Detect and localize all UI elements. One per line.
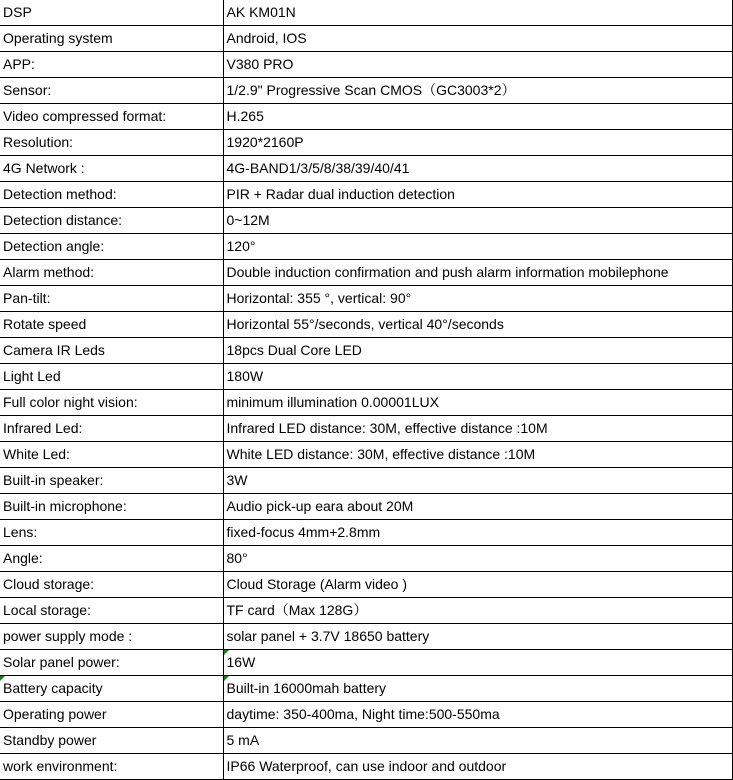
spec-row [0,676,732,702]
spec-row [0,416,732,442]
spec-row [0,130,732,156]
spec-row [0,52,732,78]
spec-label: Angle: [0,546,223,572]
spec-row [0,156,732,182]
spec-label: Infrared Led: [0,416,223,442]
spec-row [0,442,732,468]
spec-value: AK KM01N [223,0,732,26]
spec-label: work environment: [0,754,223,780]
spec-value: Horizontal 55°/seconds, vertical 40°/seconds [223,312,732,338]
spec-value: White LED distance: 30M, effective distance :10M [223,442,732,468]
spec-row [0,546,732,572]
spec-value: H.265 [223,104,732,130]
spec-value: PIR + Radar dual induction detection [223,182,732,208]
spec-row [0,572,732,598]
spec-value: 5 mA [223,728,732,754]
spec-row [0,26,732,52]
spec-row [0,0,732,26]
spec-value: Double induction confirmation and push alarm information mobilephone [223,260,732,286]
spec-value: 4G-BAND1/3/5/8/38/39/40/41 [223,156,732,182]
spec-row [0,208,732,234]
spec-value: V380 PRO [223,52,732,78]
spec-label: Detection angle: [0,234,223,260]
spec-value: daytime: 350-400ma, Night time:500-550ma [223,702,732,728]
spec-label: Rotate speed [0,312,223,338]
spec-row [0,728,732,754]
spec-value: Built-in 16000mah battery [223,676,732,702]
spec-label: Camera IR Leds [0,338,223,364]
spec-value: 120° [223,234,732,260]
spec-value: 0~12M [223,208,732,234]
spec-row [0,286,732,312]
spec-value: 18pcs Dual Core LED [223,338,732,364]
spec-row [0,494,732,520]
spec-value: TF card（Max 128G） [223,598,732,624]
spec-row [0,338,732,364]
spec-row [0,104,732,130]
spec-label: APP: [0,52,223,78]
spec-value: Infrared LED distance: 30M, effective distance :10M [223,416,732,442]
spec-label: Standby power [0,728,223,754]
spec-value: minimum illumination 0.00001LUX [223,390,732,416]
spec-label: Local storage: [0,598,223,624]
spec-label: Full color night vision: [0,390,223,416]
spec-value: 1920*2160P [223,130,732,156]
spec-row [0,364,732,390]
spec-value: 80° [223,546,732,572]
spec-row [0,182,732,208]
spec-row [0,624,732,650]
spec-label: Operating system [0,26,223,52]
spec-row [0,234,732,260]
spec-value: solar panel + 3.7V 18650 battery [223,624,732,650]
spec-label: Battery capacity [0,676,223,702]
spec-row [0,390,732,416]
spec-row [0,312,732,338]
spec-label: power supply mode : [0,624,223,650]
spec-row [0,78,732,104]
spec-value: fixed-focus 4mm+2.8mm [223,520,732,546]
spec-row [0,598,732,624]
spec-label: 4G Network : [0,156,223,182]
spec-label: Detection distance: [0,208,223,234]
spec-value: 3W [223,468,732,494]
spec-value: 16W [223,650,732,676]
spec-label: Light Led [0,364,223,390]
spec-row [0,754,732,780]
spec-label: Sensor: [0,78,223,104]
spec-value: Android, IOS [223,26,732,52]
spec-row [0,520,732,546]
spec-label: Resolution: [0,130,223,156]
spec-row [0,260,732,286]
spec-value: Horizontal: 355 °, vertical: 90° [223,286,732,312]
spec-label: Alarm method: [0,260,223,286]
spec-label: Built-in speaker: [0,468,223,494]
spec-label: Detection method: [0,182,223,208]
spec-label: White Led: [0,442,223,468]
spec-label: Operating power [0,702,223,728]
spec-label: Pan-tilt: [0,286,223,312]
spec-row [0,650,732,676]
spec-label: Cloud storage: [0,572,223,598]
spec-label: Video compressed format: [0,104,223,130]
spec-row [0,468,732,494]
spec-label: Built-in microphone: [0,494,223,520]
spec-value: 180W [223,364,732,390]
spec-value: Cloud Storage (Alarm video ) [223,572,732,598]
spec-row [0,702,732,728]
spec-label: DSP [0,0,223,26]
spec-value: Audio pick-up eara about 20M [223,494,732,520]
spec-label: Lens: [0,520,223,546]
spec-label: Solar panel power: [0,650,223,676]
spec-value: 1/2.9" Progressive Scan CMOS（GC3003*2） [223,78,732,104]
spec-value: IP66 Waterproof, can use indoor and outdoor [223,754,732,780]
